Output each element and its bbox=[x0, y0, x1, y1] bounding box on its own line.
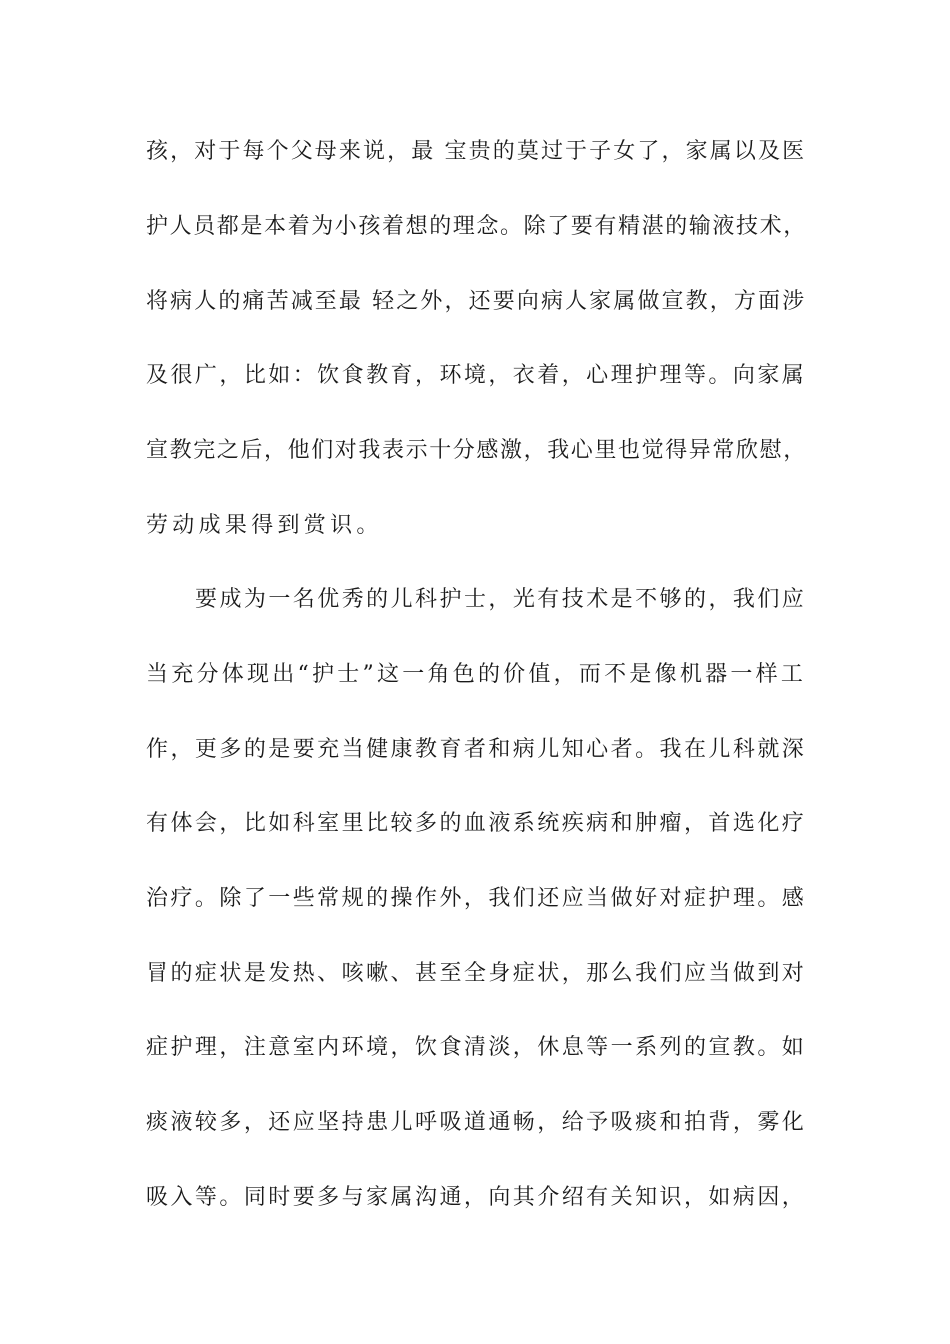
paragraph-2-line-5: 治疗。除了一些常规的操作外，我们还应当做好对症护理。感 bbox=[146, 886, 806, 911]
paragraph-1-line-4: 及很广，比如：饮食教育，环境，衣着，心理护理等。向家属 bbox=[146, 363, 806, 388]
paragraph-1-line-2: 护人员都是本着为小孩着想的理念。除了要有精湛的输液技术， bbox=[146, 214, 807, 239]
paragraph-2-line-7: 症护理，注意室内环境，饮食清淡，休息等一系列的宣教。如 bbox=[146, 1035, 806, 1060]
paragraph-1-line-5: 宣教完之后，他们对我表示十分感激，我心里也觉得异常欣慰， bbox=[146, 438, 807, 463]
paragraph-1-line-3: 将病人的痛苦减至最 轻之外，还要向病人家属做宣教，方面涉 bbox=[146, 289, 806, 314]
paragraph-2-line-6: 冒的症状是发热、咳嗽、甚至全身症状，那么我们应当做到对 bbox=[146, 961, 806, 986]
paragraph-1-line-1: 孩，对于每个父母来说，最 宝贵的莫过于子女了，家属以及医 bbox=[146, 139, 806, 164]
paragraph-1-line-6: 劳动成果得到赏识。 bbox=[146, 513, 383, 538]
paragraph-2-line-2: 当充分体现出“护士”这一角色的价值，而不是像机器一样工 bbox=[146, 662, 806, 687]
paragraph-2-line-4: 有体会，比如科室里比较多的血液系统疾病和肿瘤，首选化疗 bbox=[146, 811, 806, 836]
paragraph-2-line-8: 痰液较多，还应坚持患儿呼吸道通畅，给予吸痰和拍背，雾化 bbox=[146, 1110, 806, 1135]
paragraph-2-line-1: 要成为一名优秀的儿科护士，光有技术是不够的，我们应 bbox=[195, 587, 806, 612]
paragraph-2-line-3: 作，更多的是要充当健康教育者和病儿知心者。我在儿科就深 bbox=[146, 737, 806, 762]
paragraph-2-line-9: 吸入等。同时要多与家属沟通，向其介绍有关知识，如病因， bbox=[146, 1185, 806, 1210]
